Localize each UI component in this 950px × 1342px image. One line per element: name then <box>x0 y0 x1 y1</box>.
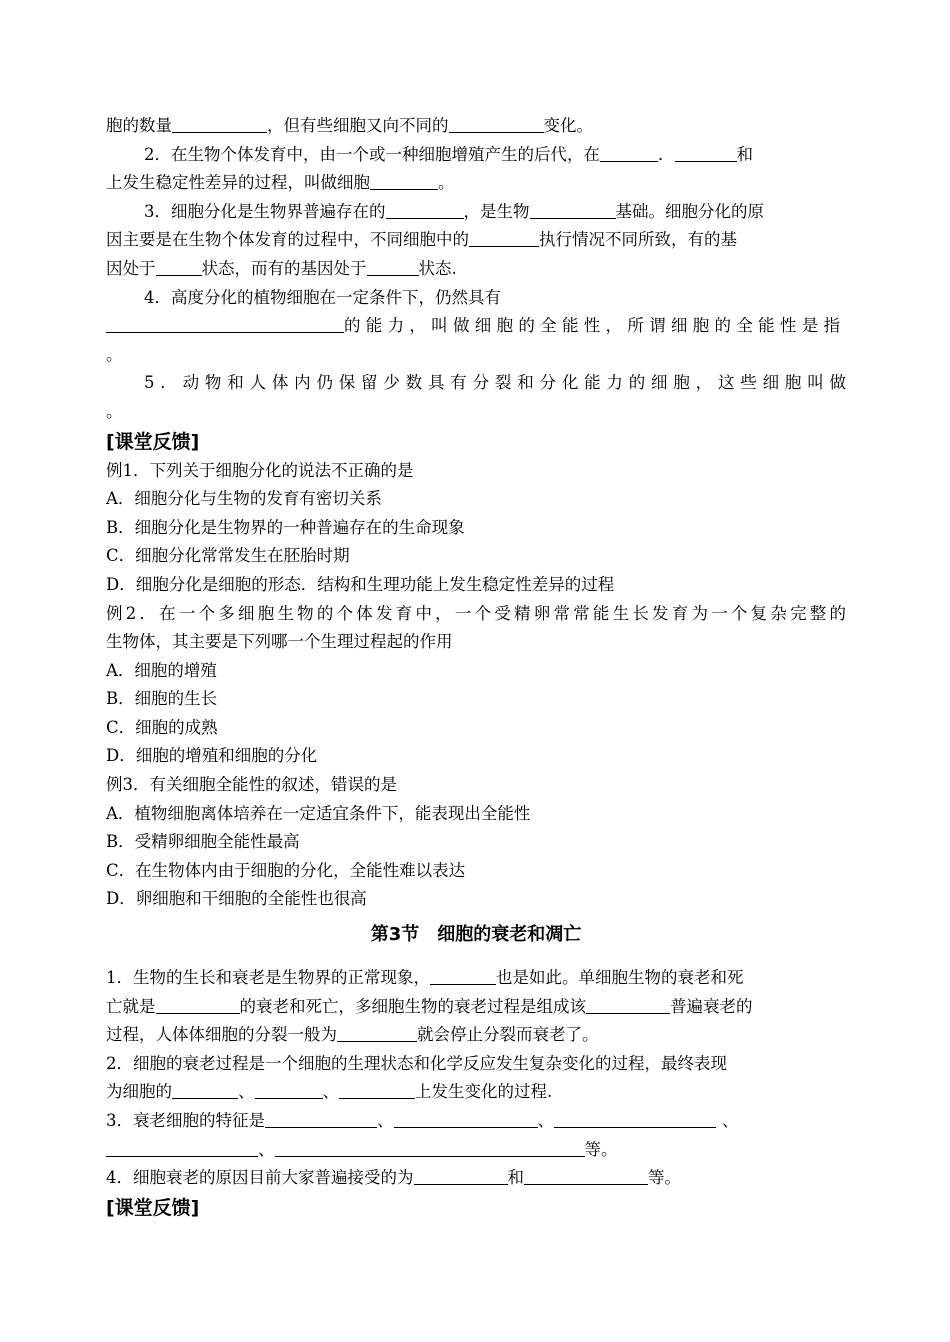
section-title: 第3节 细胞的衰老和凋亡 <box>370 924 582 946</box>
blank[interactable] <box>586 997 670 1014</box>
blank[interactable] <box>367 259 419 276</box>
option-d[interactable]: D．细胞的增殖和细胞的分化 <box>106 746 318 766</box>
blank[interactable] <box>339 1082 415 1099</box>
text-line: 因处于 状态，而有的基因处于 状态. <box>106 258 457 278</box>
text-line: 胞的数量 ，但有些细胞又向不同的 变化。 <box>106 116 593 135</box>
blank[interactable] <box>386 202 464 219</box>
question-1: 1．生物的生长和衰老是生物界的正常现象， 也是如此。单细胞生物的衰老和死 <box>106 968 744 988</box>
blank[interactable] <box>430 968 496 985</box>
blank[interactable] <box>156 997 240 1014</box>
question-5: 5．动物和人体内仍保留少数具有分裂和分化能力的细胞，这些细胞叫做 <box>144 373 846 393</box>
text-line: 的能力，叫做细胞的全能性，所谓细胞的全能性是指 <box>106 312 846 341</box>
section-heading: [课堂反馈] <box>106 430 200 453</box>
option-a[interactable]: A．细胞分化与生物的发育有密切关系 <box>106 489 382 509</box>
blank[interactable] <box>554 1111 716 1128</box>
blank[interactable] <box>156 259 202 276</box>
example-question: 例3．有关细胞全能性的叙述，错误的是 <box>106 775 397 795</box>
question-3: 3．衰老细胞的特征是 、 、 、 <box>106 1111 739 1130</box>
blank[interactable] <box>469 230 539 247</box>
blank[interactable] <box>106 1140 258 1157</box>
blank[interactable] <box>449 116 544 133</box>
blank[interactable] <box>600 145 658 162</box>
question-3: 3．细胞分化是生物界普遍存在的 ，是生物 基础。细胞分化的原 <box>144 201 764 221</box>
option-d[interactable]: D．卵细胞和干细胞的全能性也很高 <box>106 889 367 909</box>
blank[interactable] <box>675 145 737 162</box>
blank[interactable] <box>530 202 616 219</box>
blank[interactable] <box>172 116 267 133</box>
option-d[interactable]: D．细胞分化是细胞的形态．结构和生理功能上发生稳定性差异的过程 <box>106 574 615 594</box>
option-b[interactable]: B．受精卵细胞全能性最高 <box>106 832 300 852</box>
example-3 <box>106 771 846 914</box>
question-2: 2．细胞的衰老过程是一个细胞的生理状态和化学反应发生复杂变化的过程，最终表现 <box>106 1053 727 1073</box>
blank[interactable] <box>255 1082 323 1099</box>
question-4: 4．细胞衰老的原因目前大家普遍接受的为 和 等。 <box>106 1168 681 1188</box>
blank[interactable] <box>394 1111 538 1128</box>
example-question-cont: 生物体，其主要是下列哪一个生理过程起的作用 <box>106 632 453 652</box>
option-c[interactable]: C．细胞的成熟 <box>106 717 218 737</box>
option-b[interactable]: B．细胞的生长 <box>106 689 218 709</box>
blank[interactable] <box>337 1025 417 1042</box>
question-2: 2．在生物个体发育中，由一个或一种细胞增殖产生的后代，在 ． 和 <box>144 144 753 164</box>
blank[interactable] <box>106 316 344 333</box>
blank[interactable] <box>524 1168 648 1185</box>
blank[interactable] <box>265 1111 377 1128</box>
text-line: 。 <box>106 401 123 421</box>
option-c[interactable]: C．在生物体内由于细胞的分化，全能性难以表达 <box>106 860 466 880</box>
text-line: 因主要是在生物个体发育的过程中，不同细胞中的 执行情况不同所致，有的基 <box>106 230 737 250</box>
example-1 <box>106 457 846 600</box>
example-question: 例1．下列关于细胞分化的说法不正确的是 <box>106 460 414 480</box>
blank[interactable] <box>172 1082 238 1099</box>
example-2 <box>106 600 846 772</box>
option-b[interactable]: B．细胞分化是生物界的一种普遍存在的生命现象 <box>106 517 465 537</box>
section-heading: [课堂反馈] <box>106 1196 200 1219</box>
option-a[interactable]: A．细胞的增殖 <box>106 660 217 680</box>
option-a[interactable]: A．植物细胞离体培养在一定适宜条件下，能表现出全能性 <box>106 803 531 823</box>
blank[interactable] <box>370 173 438 190</box>
text-line: 过程，人体体细胞的分裂一般为 就会停止分裂而衰老了。 <box>106 1025 599 1045</box>
text-line: 上发生稳定性差异的过程，叫做细胞 。 <box>106 173 455 193</box>
blank[interactable] <box>414 1168 508 1185</box>
question-4: 4．高度分化的植物细胞在一定条件下，仍然具有 <box>144 287 501 307</box>
text-line: 亡就是 的衰老和死亡，多细胞生物的衰老过程是组成该 普遍衰老的 <box>106 996 753 1016</box>
document-page <box>106 112 846 1223</box>
text-line: 。 <box>106 344 123 364</box>
blank[interactable] <box>275 1140 585 1157</box>
text-line: 、 等。 <box>106 1136 846 1165</box>
example-question: 例2．在一个多细胞生物的个体发育中，一个受精卵常常能生长发育为一个复杂完整的 <box>106 603 846 623</box>
option-c[interactable]: C．细胞分化常常发生在胚胎时期 <box>106 546 350 566</box>
text-line: 为细胞的 、 、 上发生变化的过程. <box>106 1082 553 1102</box>
